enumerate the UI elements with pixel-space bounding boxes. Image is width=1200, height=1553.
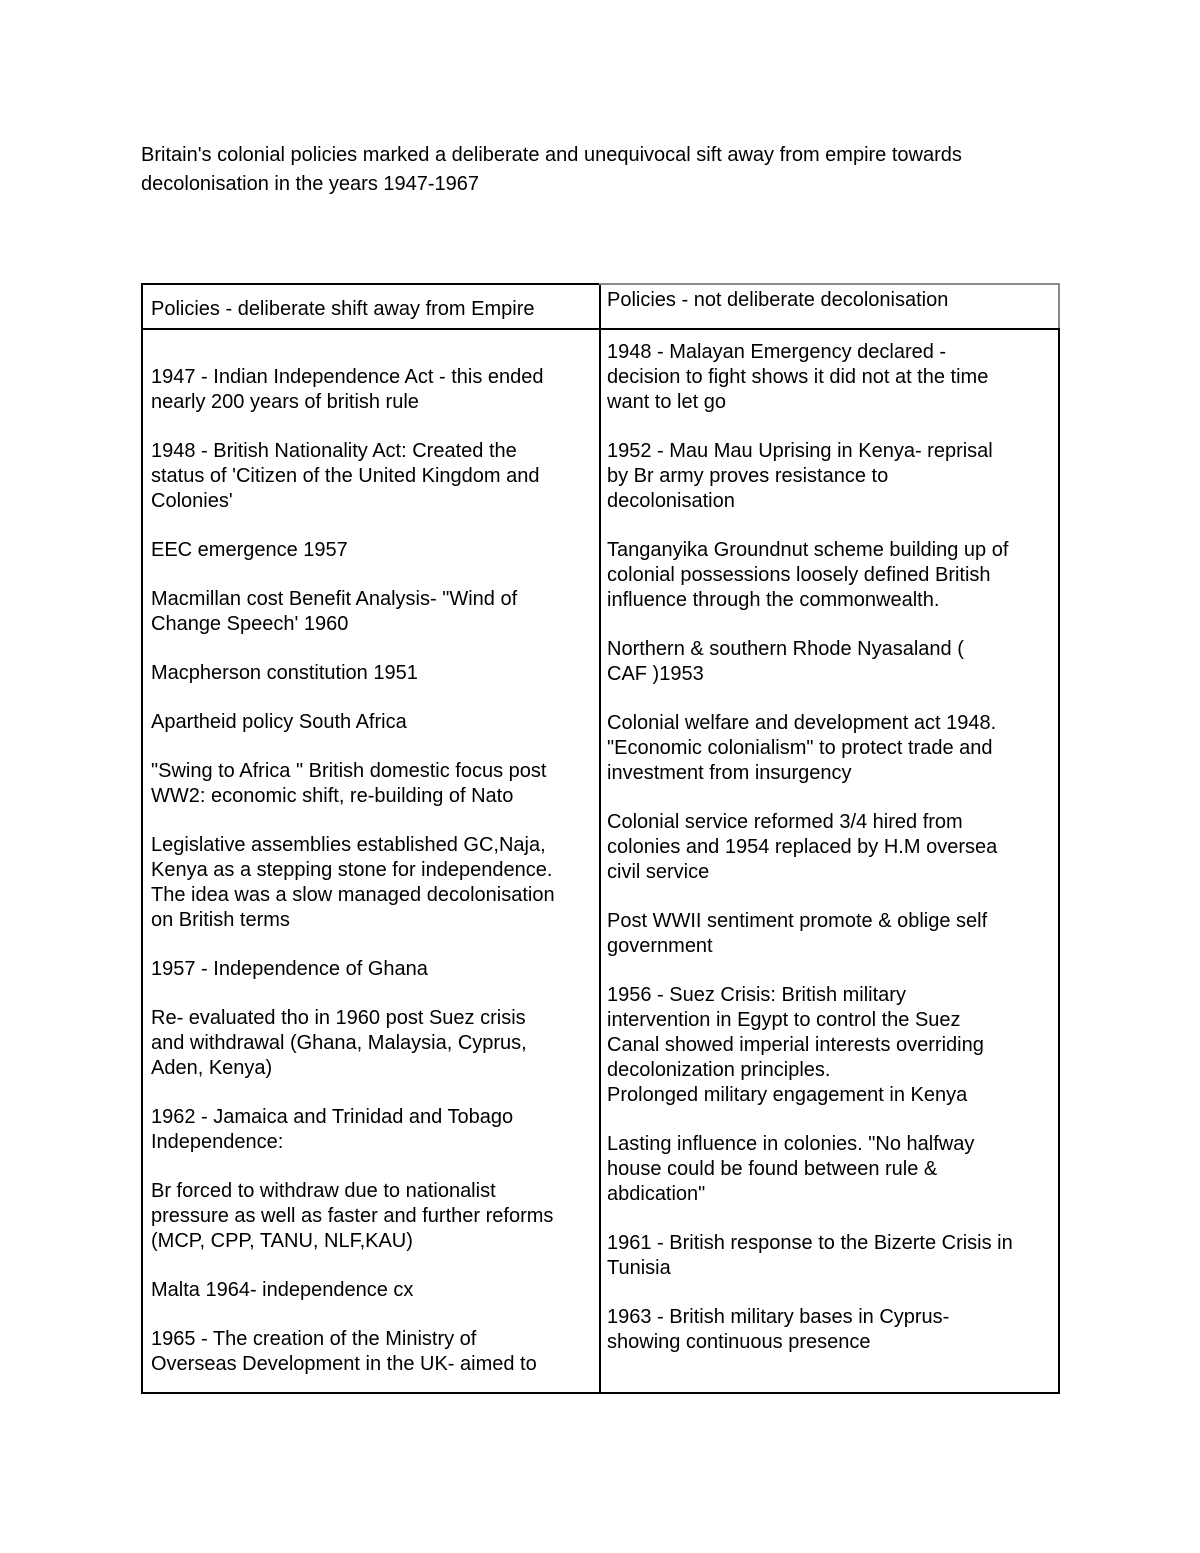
right-column-header: Policies - not deliberate decolonisation bbox=[599, 283, 1060, 330]
list-item: 1948 - British Nationality Act: Created the status of 'Citizen of the United Kingdom and Colonies' bbox=[151, 440, 540, 512]
policies-table bbox=[141, 283, 1060, 1394]
list-item: Lasting influence in colonies. "No halfway house could be found between rule & abdication" bbox=[607, 1133, 975, 1205]
list-item: 1952 - Mau Mau Uprising in Kenya- reprisal by Br army proves resistance to decolonisation bbox=[607, 440, 993, 512]
list-item: Apartheid policy South Africa bbox=[151, 711, 407, 733]
list-item: Legislative assemblies established GC,Naja, Kenya as a stepping stone for independence. The idea was a slow managed decolonisation on British terms bbox=[151, 834, 555, 931]
right-column-cell bbox=[599, 328, 1060, 1394]
list-item: 1947 - Indian Independence Act - this ended nearly 200 years of british rule bbox=[151, 366, 544, 413]
list-item: Colonial service reformed 3/4 hired from colonies and 1954 replaced by H.M oversea civil service bbox=[607, 811, 998, 883]
list-item: Tanganyika Groundnut scheme building up of colonial possessions loosely defined British influence through the commonwealth. bbox=[607, 539, 1009, 611]
list-item: EEC emergence 1957 bbox=[151, 539, 348, 561]
list-item: Macpherson constitution 1951 bbox=[151, 662, 418, 684]
list-item: Macmillan cost Benefit Analysis- "Wind of Change Speech' 1960 bbox=[151, 588, 518, 635]
list-item: Northern & southern Rhode Nyasaland ( CAF )1953 bbox=[607, 638, 964, 685]
list-item: 1956 - Suez Crisis: British military intervention in Egypt to control the Suez Canal showed imperial interests overriding decolonization principles. Prolonged military engagement in Kenya bbox=[607, 984, 984, 1106]
list-item: Colonial welfare and development act 1948. "Economic colonialism" to protect trade and investment from insurgency bbox=[607, 712, 997, 784]
list-item: Post WWII sentiment promote & oblige self government bbox=[607, 910, 988, 957]
list-item: 1963 - British military bases in Cyprus- showing continuous presence bbox=[607, 1306, 950, 1353]
list-item: "Swing to Africa " British domestic focus post WW2: economic shift, re-building of Nato bbox=[151, 760, 547, 807]
list-item: Re- evaluated tho in 1960 post Suez crisis and withdrawal (Ghana, Malaysia, Cyprus, Aden, Kenya) bbox=[151, 1007, 527, 1079]
list-item: 1948 - Malayan Emergency declared - decision to fight shows it did not at the time want to let go bbox=[607, 341, 989, 413]
page-title: Britain's colonial policies marked a deliberate and unequivocal sift away from empire towards decolonisation in the years 1947-1967 bbox=[141, 144, 962, 195]
left-column-header: Policies - deliberate shift away from Empire bbox=[141, 283, 601, 330]
list-item: 1961 - British response to the Bizerte Crisis in Tunisia bbox=[607, 1232, 1013, 1279]
list-item: Malta 1964- independence cx bbox=[151, 1279, 414, 1301]
left-column-cell bbox=[141, 328, 601, 1394]
list-item: Br forced to withdraw due to nationalist pressure as well as faster and further reforms (MCP, CPP, TANU, NLF,KAU) bbox=[151, 1180, 554, 1252]
list-item: 1962 - Jamaica and Trinidad and Tobago Independence: bbox=[151, 1106, 514, 1153]
list-item: 1957 - Independence of Ghana bbox=[151, 958, 428, 980]
list-item: 1965 - The creation of the Ministry of Overseas Development in the UK- aimed to bbox=[151, 1328, 537, 1375]
